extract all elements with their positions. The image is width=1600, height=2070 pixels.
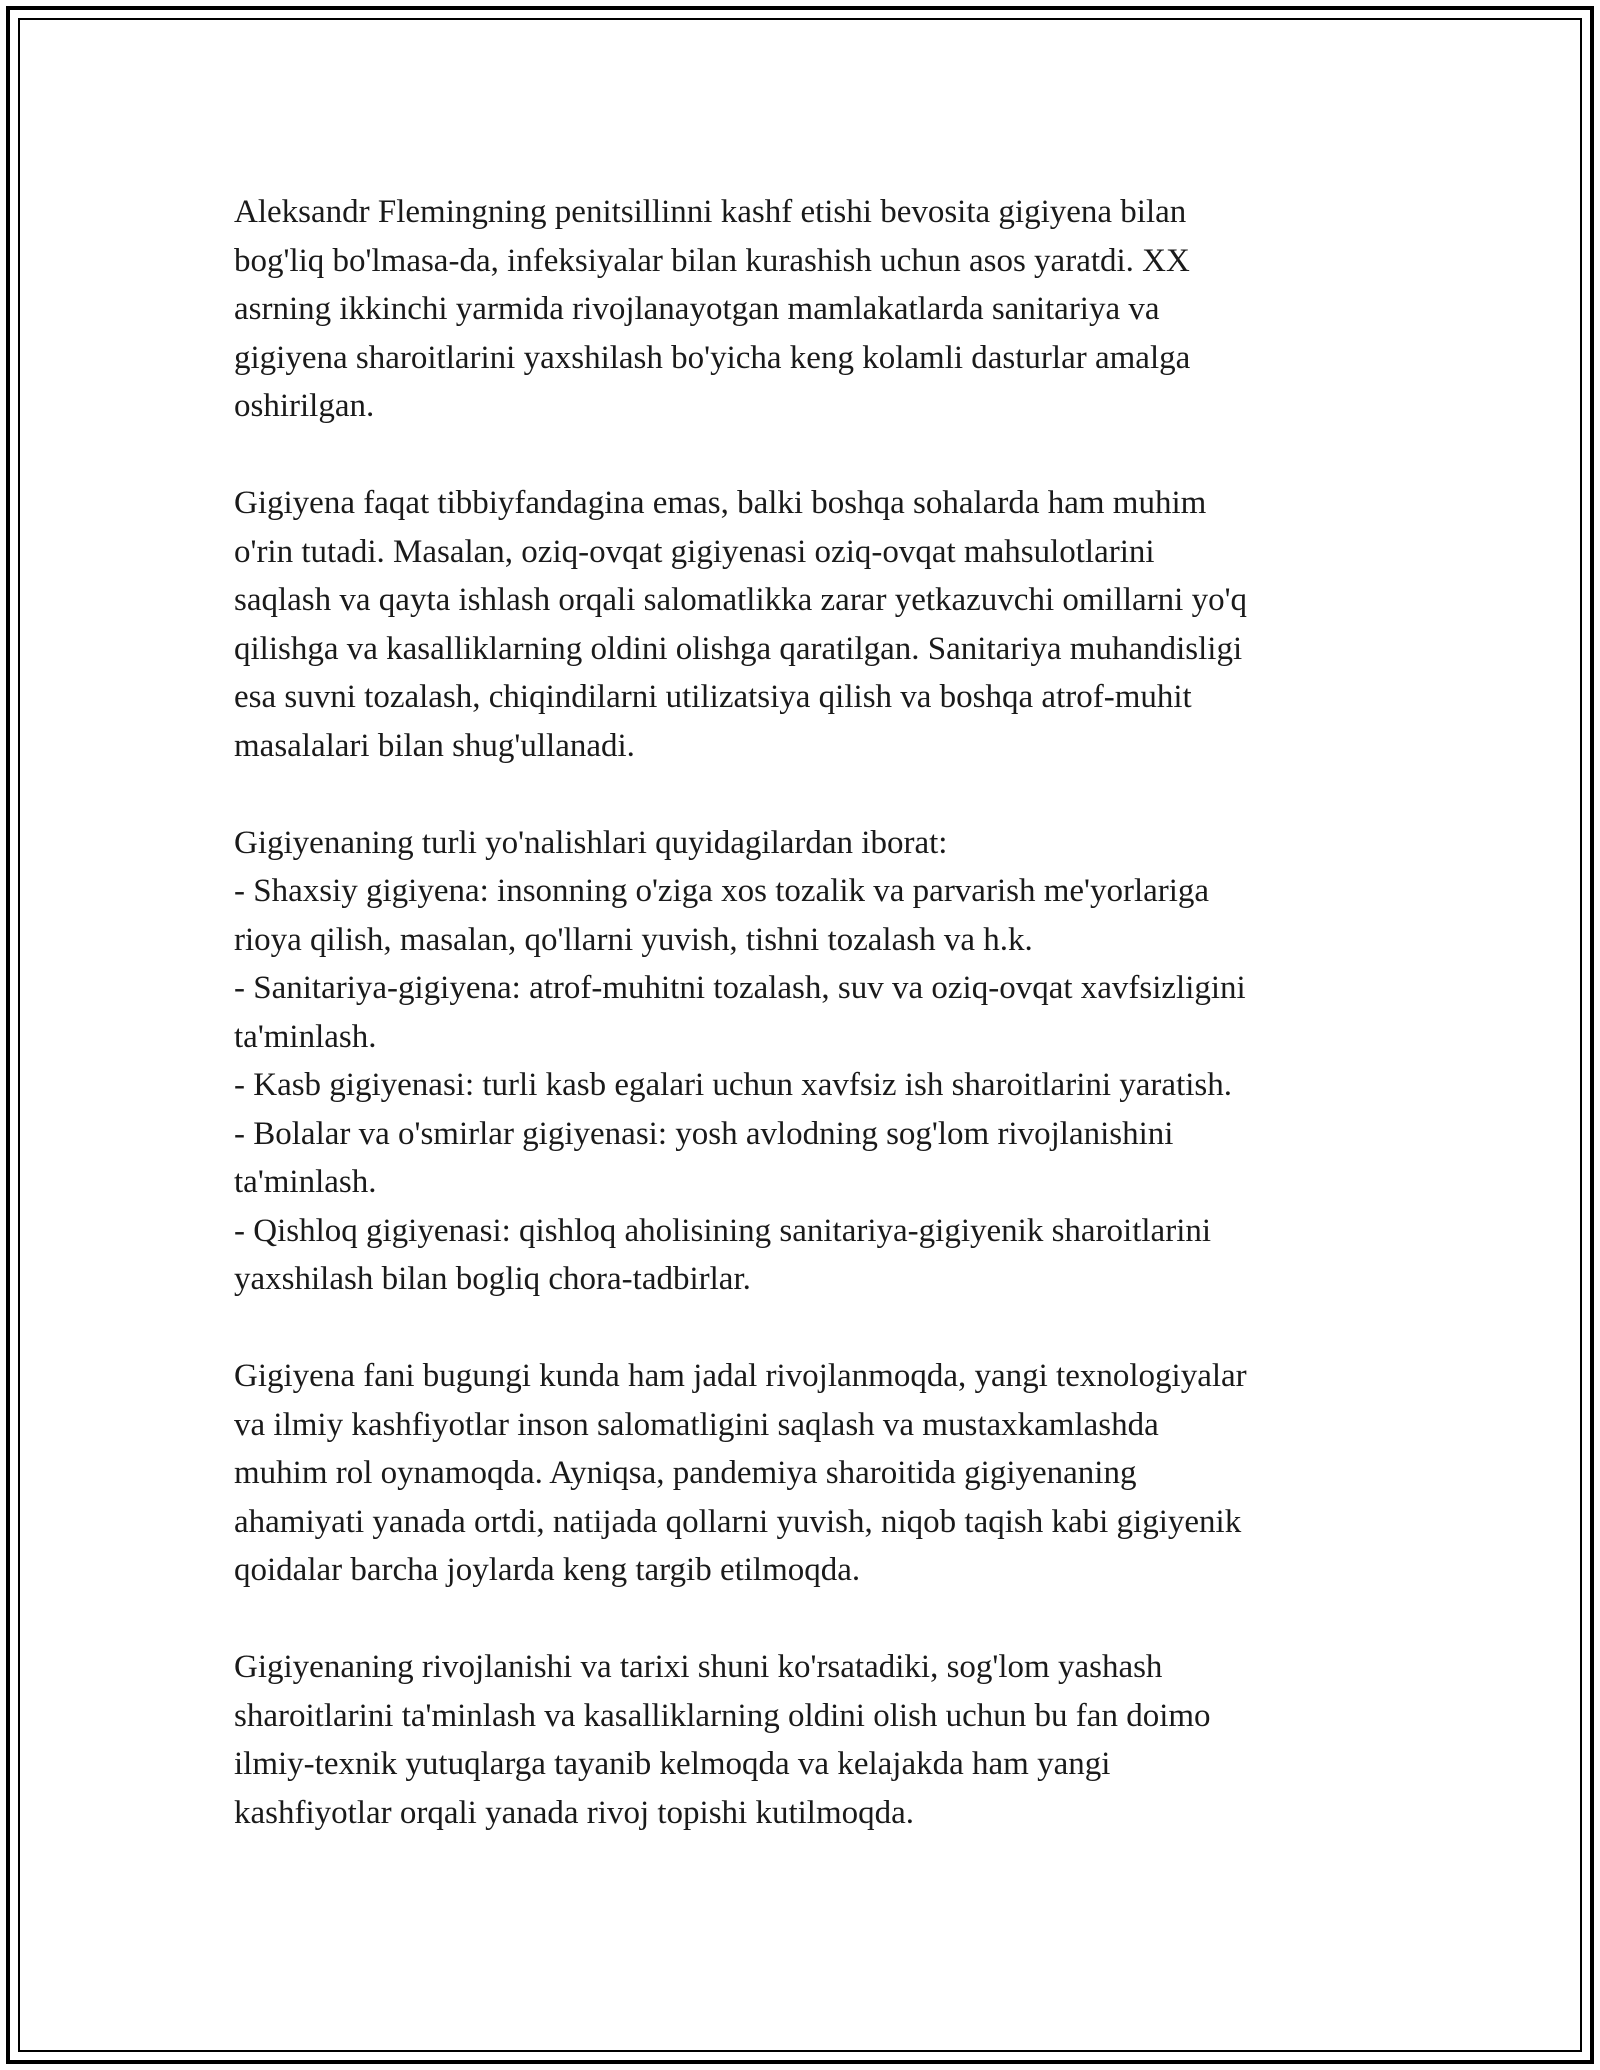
text-line: Gigiyena faqat tibbiyfandagina emas, balki boshqa sohalarda ham muhim <box>234 485 1207 521</box>
list-line: rioya qilish, masalan, qo'llarni yuvish, tishni tozalash va h.k. <box>234 921 1033 958</box>
text-line: Gigiyenaning turli yo'nalishlari quyidagilardan iborat: <box>234 824 948 861</box>
text-line: Gigiyena fani bugungi kunda ham jadal rivojlanmoqda, yangi texnologiyalar <box>234 1358 1247 1394</box>
text-line: o'rin tutadi. Masalan, oziq-ovqat gigiyenasi oziq-ovqat mahsulotlarini <box>234 533 1155 570</box>
text-line: Gigiyenaning rivojlanishi va tarixi shuni ko'rsatadiki, sog'lom yashash <box>234 1649 1163 1685</box>
list-line: - Qishloq gigiyenasi: qishloq aholisining sanitariya-gigiyenik sharoitlarini <box>234 1212 1212 1249</box>
list-line: ta'minlash. <box>234 1018 377 1055</box>
list-line: - Shaxsiy gigiyena: insonning o'ziga xos tozalik va parvarish me'yorlariga <box>234 873 1210 909</box>
text-line: bog'liq bo'lmasa-da, infeksiyalar bilan kurashish uchun asos yaratdi. XX <box>234 242 1190 279</box>
list-line: - Kasb gigiyenasi: turli kasb egalari uchun xavfsiz ish sharoitlarini yaratish. <box>234 1067 1232 1103</box>
paragraph-conclusion <box>234 1643 1384 1837</box>
paragraph-modern-hygiene <box>234 1352 1384 1595</box>
text-line: asrning ikkinchi yarmida rivojlanayotgan mamlakatlarda sanitariya va <box>234 291 1160 327</box>
text-line: va ilmiy kashfiyotlar inson salomatligini saqlash va mustaxkamlashda <box>234 1406 1159 1443</box>
list-line: yaxshilash bilan bogliq chora-tadbirlar. <box>234 1261 751 1297</box>
paragraph-penicillin <box>234 188 1384 431</box>
text-line: masalalari bilan shug'ullanadi. <box>234 727 635 764</box>
list-line: - Bolalar va o'smirlar gigiyenasi: yosh avlodning sog'lom rivojlanishini <box>234 1115 1174 1152</box>
text-line: esa suvni tozalash, chiqindilarni utilizatsiya qilish va boshqa atrof-muhit <box>234 679 1192 715</box>
text-line: ilmiy-texnik yutuqlarga tayanib kelmoqda va kelajakda ham yangi <box>234 1746 1111 1782</box>
list-line: - Sanitariya-gigiyena: atrof-muhitni tozalash, suv va oziq-ovqat xavfsizligini <box>234 970 1246 1006</box>
text-line: sharoitlarini ta'minlash va kasalliklarning oldini olish uchun bu fan doimo <box>234 1697 1211 1734</box>
document-body <box>234 188 1384 1837</box>
paragraph-hygiene-fields <box>234 479 1384 770</box>
text-line: saqlash va qayta ishlash orqali salomatlikka zarar yetkazuvchi omillarni yo'q <box>234 582 1248 618</box>
text-line: qilishga va kasalliklarning oldini olishga qaratilgan. Sanitariya muhandisligi <box>234 630 1243 667</box>
text-line: muhim rol oynamoqda. Ayniqsa, pandemiya sharoitida gigiyenaning <box>234 1455 1137 1491</box>
text-line: oshirilgan. <box>234 388 375 424</box>
list-line: ta'minlash. <box>234 1164 377 1200</box>
text-line: gigiyena sharoitlarini yaxshilash bo'yicha keng kolamli dasturlar amalga <box>234 339 1191 376</box>
text-line: ahamiyati yanada ortdi, natijada qollarni yuvish, niqob taqish kabi gigiyenik <box>234 1503 1242 1540</box>
paragraph-hygiene-directions <box>234 819 1384 1304</box>
text-line: qoidalar barcha joylarda keng targib etilmoqda. <box>234 1552 861 1588</box>
text-line: kashfiyotlar orqali yanada rivoj topishi kutilmoqda. <box>234 1794 915 1831</box>
text-line: Aleksandr Flemingning penitsillinni kashf etishi bevosita gigiyena bilan <box>234 194 1187 230</box>
